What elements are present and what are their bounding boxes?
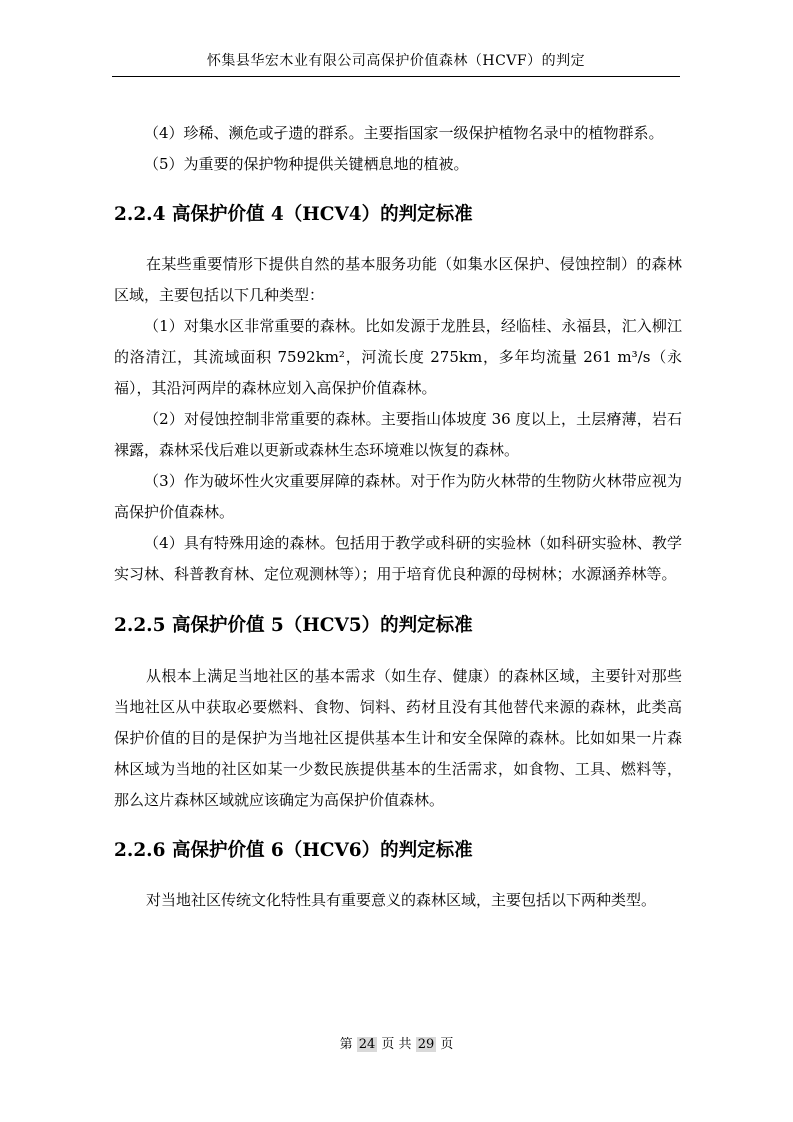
paragraph: 从根本上满足当地社区的基本需求（如生存、健康）的森林区域，主要针对那些当地社区从中获取必要燃料、食物、饲料、药材且没有其他替代来源的森林，此类高保护价值的目的是保护为当地社区提供基本生计和安全保障的森林。比如如果一片森林区域为当地的社区如某一少数民族提供基本的生活需求，如食物、工具、燃料等，那么这片森林区域就应该确定为高保护价值森林。 (114, 667, 682, 809)
section-heading-2-2-5: 2.2.5 高保护价值 5（HCV5）的判定标准 (114, 615, 473, 636)
paragraph: 对当地社区传统文化特性具有重要意义的森林区域，主要包括以下两种类型。 (146, 891, 657, 909)
document-body (114, 118, 682, 916)
page-footer (0, 1033, 793, 1052)
paragraph: 在某些重要情形下提供自然的基本服务功能（如集水区保护、侵蚀控制）的森林区域，主要包括以下几种类型： (114, 255, 682, 304)
list-item: （4）珍稀、濒危或孑遗的群系。主要指国家一级保护植物名录中的植物群系。 (144, 124, 664, 142)
footer-suffix: 页 (440, 1037, 454, 1052)
list-item: （5）为重要的保护物种提供关键栖息地的植被。 (144, 155, 469, 173)
footer-prefix: 第 (339, 1037, 353, 1052)
section-heading-2-2-4: 2.2.4 高保护价值 4（HCV4）的判定标准 (114, 204, 473, 225)
footer-middle: 页 共 (381, 1037, 412, 1052)
section-heading-2-2-6: 2.2.6 高保护价值 6（HCV6）的判定标准 (114, 840, 473, 861)
list-item: （3）作为破坏性火灾重要屏障的森林。对于作为防火林带的生物防火林带应视为高保护价值森林。 (114, 472, 682, 521)
page-header: 怀集县华宏木业有限公司高保护价值森林（HCVF）的判定 (112, 50, 680, 77)
list-item: （2）对侵蚀控制非常重要的森林。主要指山体坡度 36 度以上，土层瘠薄，岩石裸露，森林采伐后难以更新或森林生态环境难以恢复的森林。 (114, 410, 682, 459)
current-page-number: 24 (358, 1037, 376, 1052)
list-item: （4）具有特殊用途的森林。包括用于教学或科研的实验林（如科研实验林、教学实习林、科普教育林、定位观测林等）；用于培育优良种源的母树林；水源涵养林等。 (114, 534, 682, 583)
total-page-number: 29 (417, 1037, 435, 1052)
list-item: （1）对集水区非常重要的森林。比如发源于龙胜县，经临桂、永福县，汇入柳江的洛清江，其流域面积 7592km²，河流长度 275km，多年均流量 261 m³/s（永福），其沿河两岸的森林应划入高保护价值森林。 (114, 317, 682, 397)
